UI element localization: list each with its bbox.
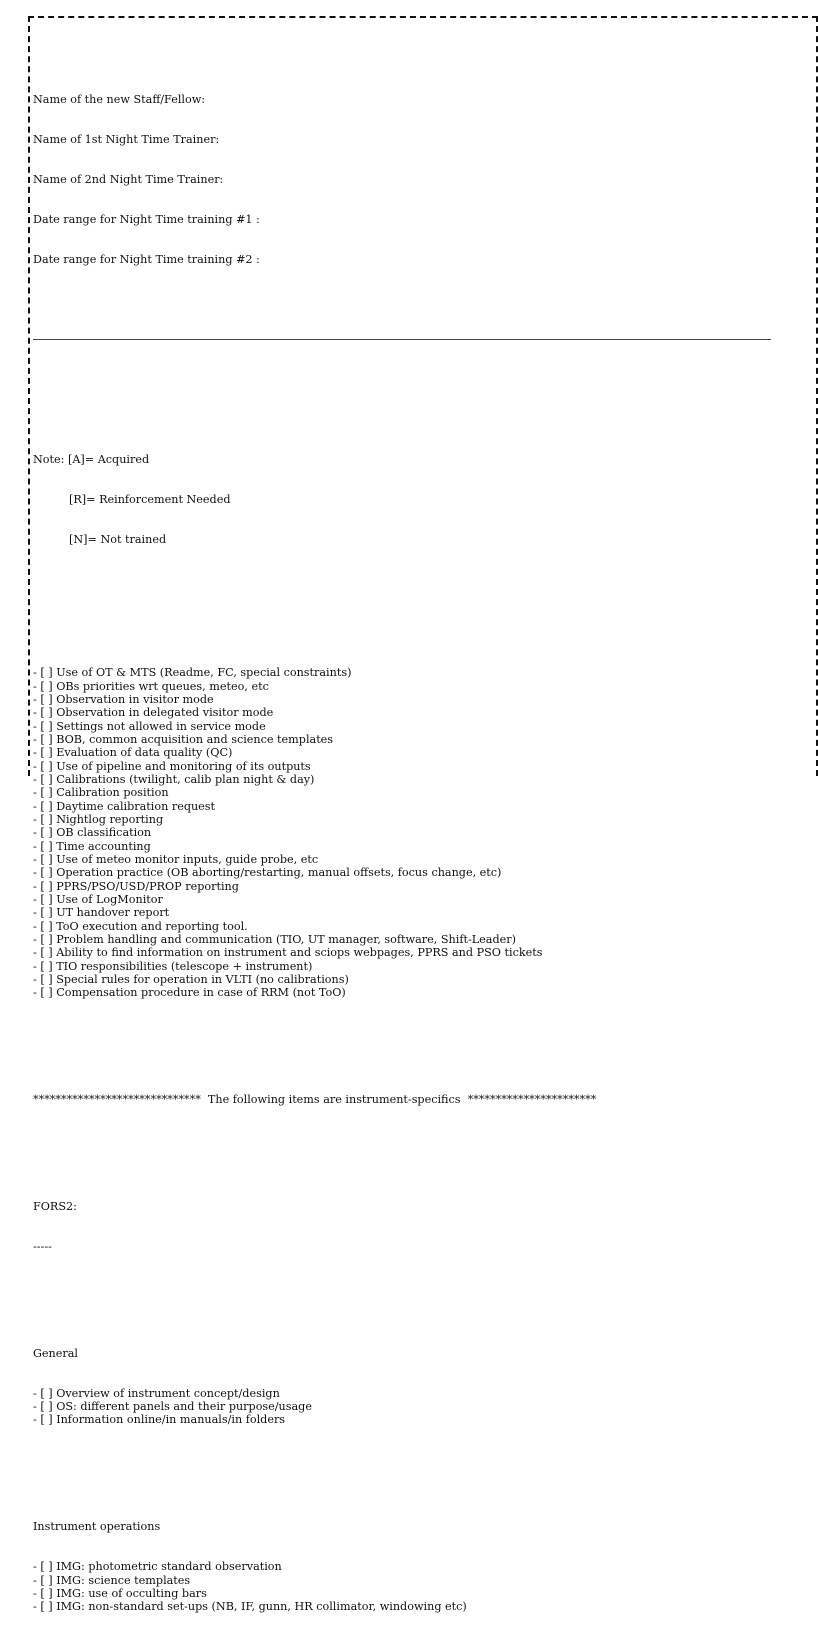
checklist-item-label: Daytime calibration request [56,799,216,813]
checklist-item [33,853,793,866]
spacer [33,1040,793,1053]
spacer [33,1147,793,1160]
field-trainer-1: Name of 1st Night Time Trainer: [33,132,220,146]
general-section-checklist [33,1387,793,1427]
checklist-item-label: Special rules for operation in VLTI (no calibrations) [56,973,349,987]
checklist-item-label: Use of LogMonitor [56,893,163,906]
checkbox[interactable]: - [ ] [33,732,57,746]
checklist-item [33,813,793,826]
legend-not-trained: [N]= Not trained [69,532,167,546]
field-new-staff: Name of the new Staff/Fellow: [33,92,206,106]
spacer [33,1293,793,1306]
checklist-item-label: UT handover report [56,906,170,920]
checkbox[interactable]: - [ ] [33,839,57,853]
checklist-item [33,933,793,946]
checklist-item-label: Problem handling and communication (TIO, UT manager, software, Shift-Leader) [56,933,516,947]
checkbox[interactable]: - [ ] [33,973,57,987]
checklist-item-label: OS: different panels and their purpose/usage [56,1400,312,1414]
checkbox[interactable]: - [ ] [33,1600,57,1614]
checklist-item-label: Use of pipeline and monitoring of its outputs [56,759,311,773]
section-title-instrument-operations: Instrument operations [33,1520,161,1534]
field-trainer-2: Name of 2nd Night Time Trainer: [33,172,224,186]
checklist-item [33,1587,793,1600]
checklist-item-label: OB classification [56,826,152,840]
checklist-item-label: Time accounting [56,839,151,853]
training-checklist-document [33,26,793,1640]
checkbox[interactable]: - [ ] [33,959,57,973]
checklist-item [33,680,793,693]
checklist-item-label: Use of OT & MTS (Readme, FC, special constraints) [56,666,352,680]
checkbox[interactable]: - [ ] [33,1560,57,1574]
instrument-name: FORS2: [33,1199,77,1213]
instrument-operations-checklist [33,1560,793,1613]
note-acquired: [A]= Acquired [67,452,150,466]
instrument-specific-banner: ****************************** The following items are instrument-specifics *********************** [33,1093,597,1107]
checklist-item [33,786,793,799]
checklist-item [33,840,793,853]
checklist-item [33,1600,793,1613]
checklist-item [33,666,793,679]
checkbox[interactable]: - [ ] [33,812,57,826]
checkbox[interactable]: - [ ] [33,666,57,680]
checkbox[interactable]: - [ ] [33,919,57,933]
checkbox[interactable]: - [ ] [33,852,57,866]
checklist-item-label: Overview of instrument concept/design [56,1386,280,1400]
checkbox[interactable]: - [ ] [33,879,57,893]
checklist-item [33,920,793,933]
field-date-range-2: Date range for Night Time training #2 : [33,252,260,266]
checklist-item [33,706,793,719]
checklist-item-label: Nightlog reporting [56,812,164,826]
checklist-item [33,1387,793,1400]
checklist-item-label: PPRS/PSO/USD/PROP reporting [56,879,239,893]
checkbox[interactable]: - [ ] [33,906,57,920]
checklist-item [33,906,793,919]
spacer [33,613,793,626]
checkbox[interactable]: - [ ] [33,946,57,960]
checkbox[interactable]: - [ ] [33,746,57,760]
checklist-item-label: TIO responsibilities (telescope + instrument) [56,959,313,973]
checklist-item [33,720,793,733]
checkbox[interactable]: - [ ] [33,1413,57,1427]
checkbox[interactable]: - [ ] [33,866,57,880]
instrument-name-underline: ----- [33,1239,52,1253]
checkbox[interactable]: - [ ] [33,692,57,706]
checklist-item [33,826,793,839]
checkbox[interactable]: - [ ] [33,1400,57,1414]
checkbox[interactable]: - [ ] [33,1386,57,1400]
horizontal-divider [33,339,771,340]
checklist-item [33,893,793,906]
checklist-item-label: ToO execution and reporting tool. [56,919,248,933]
checklist-item [33,1400,793,1413]
field-date-range-1: Date range for Night Time training #1 : [33,212,260,226]
spacer [33,373,793,386]
checklist-item-label: BOB, common acquisition and science templates [56,732,334,746]
checkbox[interactable]: - [ ] [33,719,57,733]
checklist-item-label: Observation in delegated visitor mode [56,706,274,720]
section-title-general: General [33,1346,78,1360]
checklist-item-label: Evaluation of data quality (QC) [56,746,233,760]
checkbox[interactable]: - [ ] [33,1573,57,1587]
checklist-item-label: Calibrations (twilight, calib plan night & day) [56,772,315,786]
checkbox[interactable]: - [ ] [33,786,57,800]
legend-note [33,426,793,573]
checkbox[interactable]: - [ ] [33,933,57,947]
checklist-item [33,866,793,879]
checklist-item [33,733,793,746]
checklist-item-label: Calibration position [56,786,169,800]
checklist-item-label: Ability to find information on instrument and sciops webpages, PPRS and PSO tickets [56,946,543,960]
checklist-item [33,1413,793,1426]
checkbox[interactable]: - [ ] [33,1586,57,1600]
checklist-item-label: Operation practice (OB aborting/restarting, manual offsets, focus change, etc) [56,866,502,880]
checkbox[interactable]: - [ ] [33,759,57,773]
checklist-item-label: IMG: photometric standard observation [56,1560,282,1574]
checkbox[interactable]: - [ ] [33,826,57,840]
checklist-item [33,986,793,999]
checklist-item-label: Compensation procedure in case of RRM (not ToO) [56,986,346,1000]
checkbox[interactable]: - [ ] [33,706,57,720]
checklist-item-label: IMG: non-standard set-ups (NB, IF, gunn, HR collimator, windowing etc) [56,1600,467,1614]
checklist-item [33,773,793,786]
general-checklist [33,666,793,1000]
checklist-item [33,746,793,759]
checklist-item [33,880,793,893]
checklist-item-label: OBs priorities wrt queues, meteo, etc [56,679,269,693]
legend-acquired [33,453,793,466]
checklist-item [33,800,793,813]
checklist-item [33,946,793,959]
legend-reinforcement: [R]= Reinforcement Needed [69,492,231,506]
checkbox[interactable]: - [ ] [33,679,57,693]
checkbox[interactable]: - [ ] [33,986,57,1000]
checklist-item-label: Information online/in manuals/in folders [56,1413,286,1427]
checklist-item [33,973,793,986]
checklist-item-label: IMG: science templates [56,1573,191,1587]
checklist-item-label: Observation in visitor mode [56,692,214,706]
checklist-item [33,1574,793,1587]
spacer [33,1467,793,1480]
checklist-item [33,693,793,706]
checklist-item [33,760,793,773]
checklist-item [33,960,793,973]
checklist-item [33,1560,793,1573]
checkbox[interactable]: - [ ] [33,772,57,786]
checkbox[interactable]: - [ ] [33,893,57,906]
header-fields [33,66,793,293]
note-prefix: Note: [33,452,68,466]
checklist-item-label: Settings not allowed in service mode [56,719,266,733]
checkbox[interactable]: - [ ] [33,799,57,813]
checklist-item-label: Use of meteo monitor inputs, guide probe, etc [56,852,319,866]
checklist-item-label: IMG: use of occulting bars [56,1586,207,1600]
